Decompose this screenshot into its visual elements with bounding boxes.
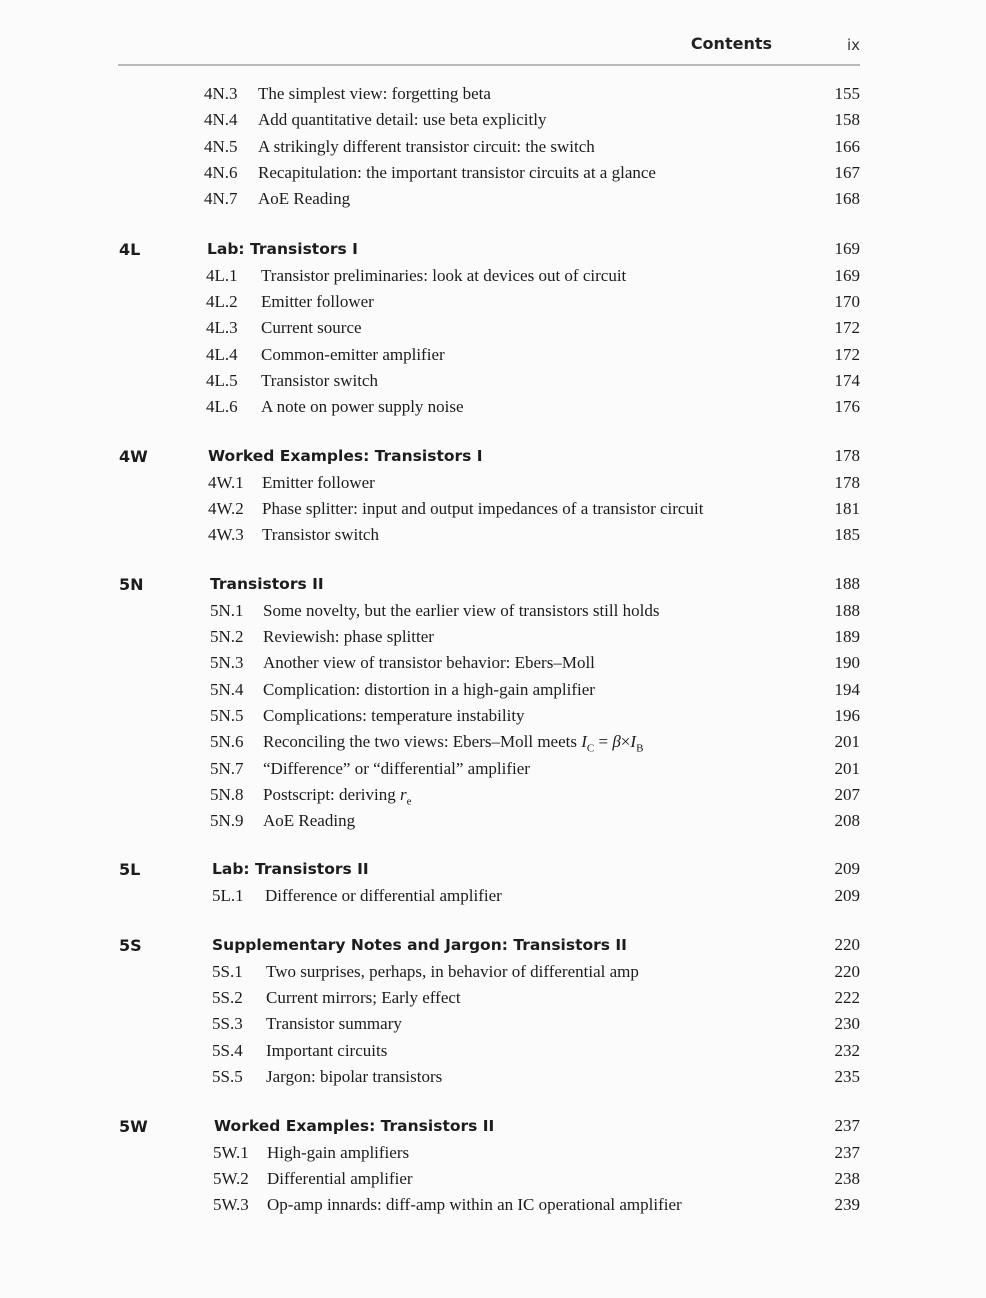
chapter-title: Worked Examples: Transistors I <box>208 447 483 465</box>
chapter-title: Supplementary Notes and Jargon: Transistors II <box>212 936 627 954</box>
section-page: 166 <box>834 137 860 156</box>
section-number: 4N.5 <box>204 137 238 156</box>
chapter-page: 188 <box>834 574 860 593</box>
section-number: 4W.2 <box>208 499 244 518</box>
chapter-label: 4L <box>119 240 141 259</box>
section-page: 207 <box>834 785 860 804</box>
section-title: Two surprises, perhaps, in behavior of differential amp <box>266 962 639 981</box>
chapter-label: 5N <box>119 575 144 594</box>
section-title: Transistor switch <box>262 525 379 544</box>
chapter-page: 169 <box>834 239 860 258</box>
section-page: 235 <box>834 1067 860 1086</box>
section-title: A strikingly different transistor circuit: the switch <box>258 137 595 156</box>
section-page: 238 <box>834 1169 860 1188</box>
chapter-label: 4W <box>119 447 148 466</box>
section-number: 5W.1 <box>213 1143 249 1162</box>
section-title: “Difference” or “differential” amplifier <box>263 759 530 778</box>
chapter-page: 178 <box>834 446 860 465</box>
section-title: Important circuits <box>266 1041 388 1060</box>
section-title: Reviewish: phase splitter <box>263 627 434 646</box>
chapter-title: Transistors II <box>210 575 324 593</box>
section-title: Postscript: deriving $r_e$ <box>263 785 412 808</box>
section-page: 172 <box>834 318 860 337</box>
section-number: 5N.4 <box>210 680 244 699</box>
section-number: 5N.5 <box>210 706 244 725</box>
section-number: 5S.2 <box>212 988 243 1007</box>
section-title: Transistor summary <box>266 1014 402 1033</box>
section-page: 181 <box>834 499 860 518</box>
section-number: 5N.1 <box>210 601 244 620</box>
section-page: 169 <box>834 266 860 285</box>
section-page: 172 <box>834 345 860 364</box>
section-number: 5N.2 <box>210 627 244 646</box>
section-number: 5S.3 <box>212 1014 243 1033</box>
section-page: 174 <box>834 371 860 390</box>
section-title: Complication: distortion in a high-gain amplifier <box>263 680 595 699</box>
section-title: Transistor preliminaries: look at devices out of circuit <box>261 266 627 285</box>
section-page: 209 <box>834 886 860 905</box>
section-number: 4L.5 <box>206 371 238 390</box>
chapter-page: 220 <box>834 935 860 954</box>
section-page: 170 <box>834 292 860 311</box>
section-number: 4N.7 <box>204 189 238 208</box>
section-page: 168 <box>834 189 860 208</box>
section-title: Current mirrors; Early effect <box>266 988 461 1007</box>
section-title: Reconciling the two views: Ebers–Moll meets $I_C = \beta\times I_B$ <box>263 732 644 755</box>
math-expression: $I_C = \beta\times I_B$ <box>581 732 644 755</box>
section-number: 5L.1 <box>212 886 244 905</box>
section-number: 5S.1 <box>212 962 243 981</box>
section-page: 167 <box>834 163 860 182</box>
section-title: Jargon: bipolar transistors <box>266 1067 443 1086</box>
chapter-label: 5S <box>119 936 142 955</box>
section-number: 4W.1 <box>208 473 244 492</box>
section-page: 158 <box>834 110 860 129</box>
section-title: Op-amp innards: diff-amp within an IC operational amplifier <box>267 1195 682 1214</box>
section-title: Emitter follower <box>262 473 375 492</box>
section-number: 5N.7 <box>210 759 244 778</box>
section-page: 208 <box>834 811 860 830</box>
section-title: Transistor switch <box>261 371 378 390</box>
section-page: 220 <box>834 962 860 981</box>
section-title: AoE Reading <box>258 189 351 208</box>
section-number: 4L.1 <box>206 266 238 285</box>
math-expression: $r_e$ <box>399 785 412 808</box>
section-title: Emitter follower <box>261 292 374 311</box>
chapter-page: 209 <box>834 859 860 878</box>
section-page: 196 <box>834 706 860 725</box>
section-title: Add quantitative detail: use beta explicitly <box>258 110 547 129</box>
section-title: Another view of transistor behavior: Ebers–Moll <box>263 653 595 672</box>
section-title: Common-emitter amplifier <box>261 345 445 364</box>
section-title: Difference or differential amplifier <box>265 886 502 905</box>
section-number: 5S.4 <box>212 1041 243 1060</box>
section-page: 178 <box>834 473 860 492</box>
section-page: 201 <box>834 759 860 778</box>
chapter-label: 5W <box>119 1117 148 1136</box>
chapter-label: 5L <box>119 860 141 879</box>
section-number: 4N.4 <box>204 110 238 129</box>
section-page: 239 <box>834 1195 860 1214</box>
section-page: 194 <box>834 680 860 699</box>
chapter-title: Lab: Transistors I <box>207 240 358 258</box>
running-header-title: Contents <box>690 34 772 53</box>
section-number: 5S.5 <box>212 1067 243 1086</box>
section-page: 185 <box>834 525 860 544</box>
section-number: 4L.3 <box>206 318 238 337</box>
section-number: 5W.2 <box>213 1169 249 1188</box>
section-number: 4W.3 <box>208 525 244 544</box>
section-page: 189 <box>834 627 860 646</box>
section-page: 190 <box>834 653 860 672</box>
section-title: AoE Reading <box>263 811 356 830</box>
section-page: 237 <box>834 1143 860 1162</box>
section-number: 5W.3 <box>213 1195 249 1214</box>
page-number: ix <box>846 36 860 54</box>
running-header <box>118 28 860 66</box>
section-number: 4N.3 <box>204 84 238 103</box>
section-number: 4L.6 <box>206 397 238 416</box>
section-title: Recapitulation: the important transistor circuits at a glance <box>258 163 656 182</box>
section-title: Complications: temperature instability <box>263 706 525 725</box>
chapter-page: 237 <box>834 1116 860 1135</box>
section-number: 4N.6 <box>204 163 238 182</box>
section-number: 5N.8 <box>210 785 244 804</box>
section-page: 230 <box>834 1014 860 1033</box>
section-number: 5N.9 <box>210 811 244 830</box>
section-page: 155 <box>834 84 860 103</box>
section-page: 232 <box>834 1041 860 1060</box>
section-number: 4L.4 <box>206 345 238 364</box>
section-title: Phase splitter: input and output impedances of a transistor circuit <box>262 499 704 518</box>
section-title: The simplest view: forgetting beta <box>258 84 491 103</box>
section-page: 176 <box>834 397 860 416</box>
section-number: 5N.6 <box>210 732 244 751</box>
section-title: A note on power supply noise <box>261 397 464 416</box>
section-page: 188 <box>834 601 860 620</box>
section-title: High-gain amplifiers <box>267 1143 410 1162</box>
section-title: Differential amplifier <box>267 1169 413 1188</box>
section-title: Some novelty, but the earlier view of transistors still holds <box>263 601 660 620</box>
section-page: 222 <box>834 988 860 1007</box>
section-number: 5N.3 <box>210 653 244 672</box>
section-page: 201 <box>834 732 860 751</box>
section-number: 4L.2 <box>206 292 238 311</box>
chapter-title: Lab: Transistors II <box>212 860 369 878</box>
chapter-title: Worked Examples: Transistors II <box>214 1117 495 1135</box>
section-title: Current source <box>261 318 362 337</box>
